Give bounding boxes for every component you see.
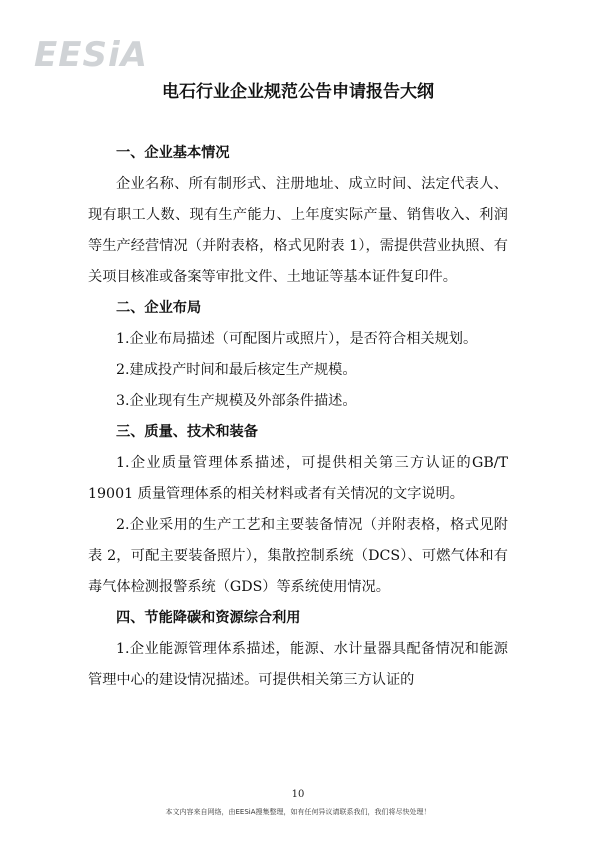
eesia-logo: EESiA	[34, 35, 148, 75]
paragraph-quality-1: 1.企业质量管理体系描述，可提供相关第三方认证的GB/T 19001 质量管理体系的相关材料或者有关情况的文字说明。	[88, 455, 508, 502]
section-heading-layout: 二、企业布局	[116, 300, 202, 316]
paragraph-energy-1: 1.企业能源管理体系描述，能源、水计量器具配备情况和能源管理中心的建设情况描述。可提供相关第三方认证的	[88, 641, 508, 688]
document-title: 电石行业企业规范公告申请报告大纲	[162, 82, 434, 102]
paragraph-quality-2: 2.企业采用的生产工艺和主要装备情况（并附表格，格式见附表 2，可配主要装备照片），集散控制系统（DCS）、可燃气体和有毒气体检测报警系统（GDS）等系统使用情况。	[88, 517, 508, 595]
document-body	[88, 138, 508, 696]
section-heading-quality: 三、质量、技术和装备	[116, 424, 258, 440]
page-number: 10	[291, 789, 305, 800]
footer-disclaimer: 本文内容来自网络，由EESiA搜集整理，如有任何异议请联系我们，我们将尽快处理！	[165, 808, 431, 816]
paragraph-basic-info: 企业名称、所有制形式、注册地址、成立时间、法定代表人、现有职工人数、现有生产能力、上年度实际产量、销售收入、利润等生产经营情况（并附表格，格式见附表 1），需提供营业执照、有关项目核准或备案等审批文件、土地证等基本证件复印件。	[88, 176, 508, 285]
paragraph-layout-1: 1.企业布局描述（可配图片或照片），是否符合相关规划。	[116, 331, 478, 347]
section-heading-basic-info: 一、企业基本情况	[116, 145, 230, 161]
paragraph-layout-3: 3.企业现有生产规模及外部条件描述。	[116, 393, 357, 409]
section-heading-energy: 四、节能降碳和资源综合利用	[116, 610, 301, 626]
paragraph-layout-2: 2.建成投产时间和最后核定生产规模。	[116, 362, 357, 378]
